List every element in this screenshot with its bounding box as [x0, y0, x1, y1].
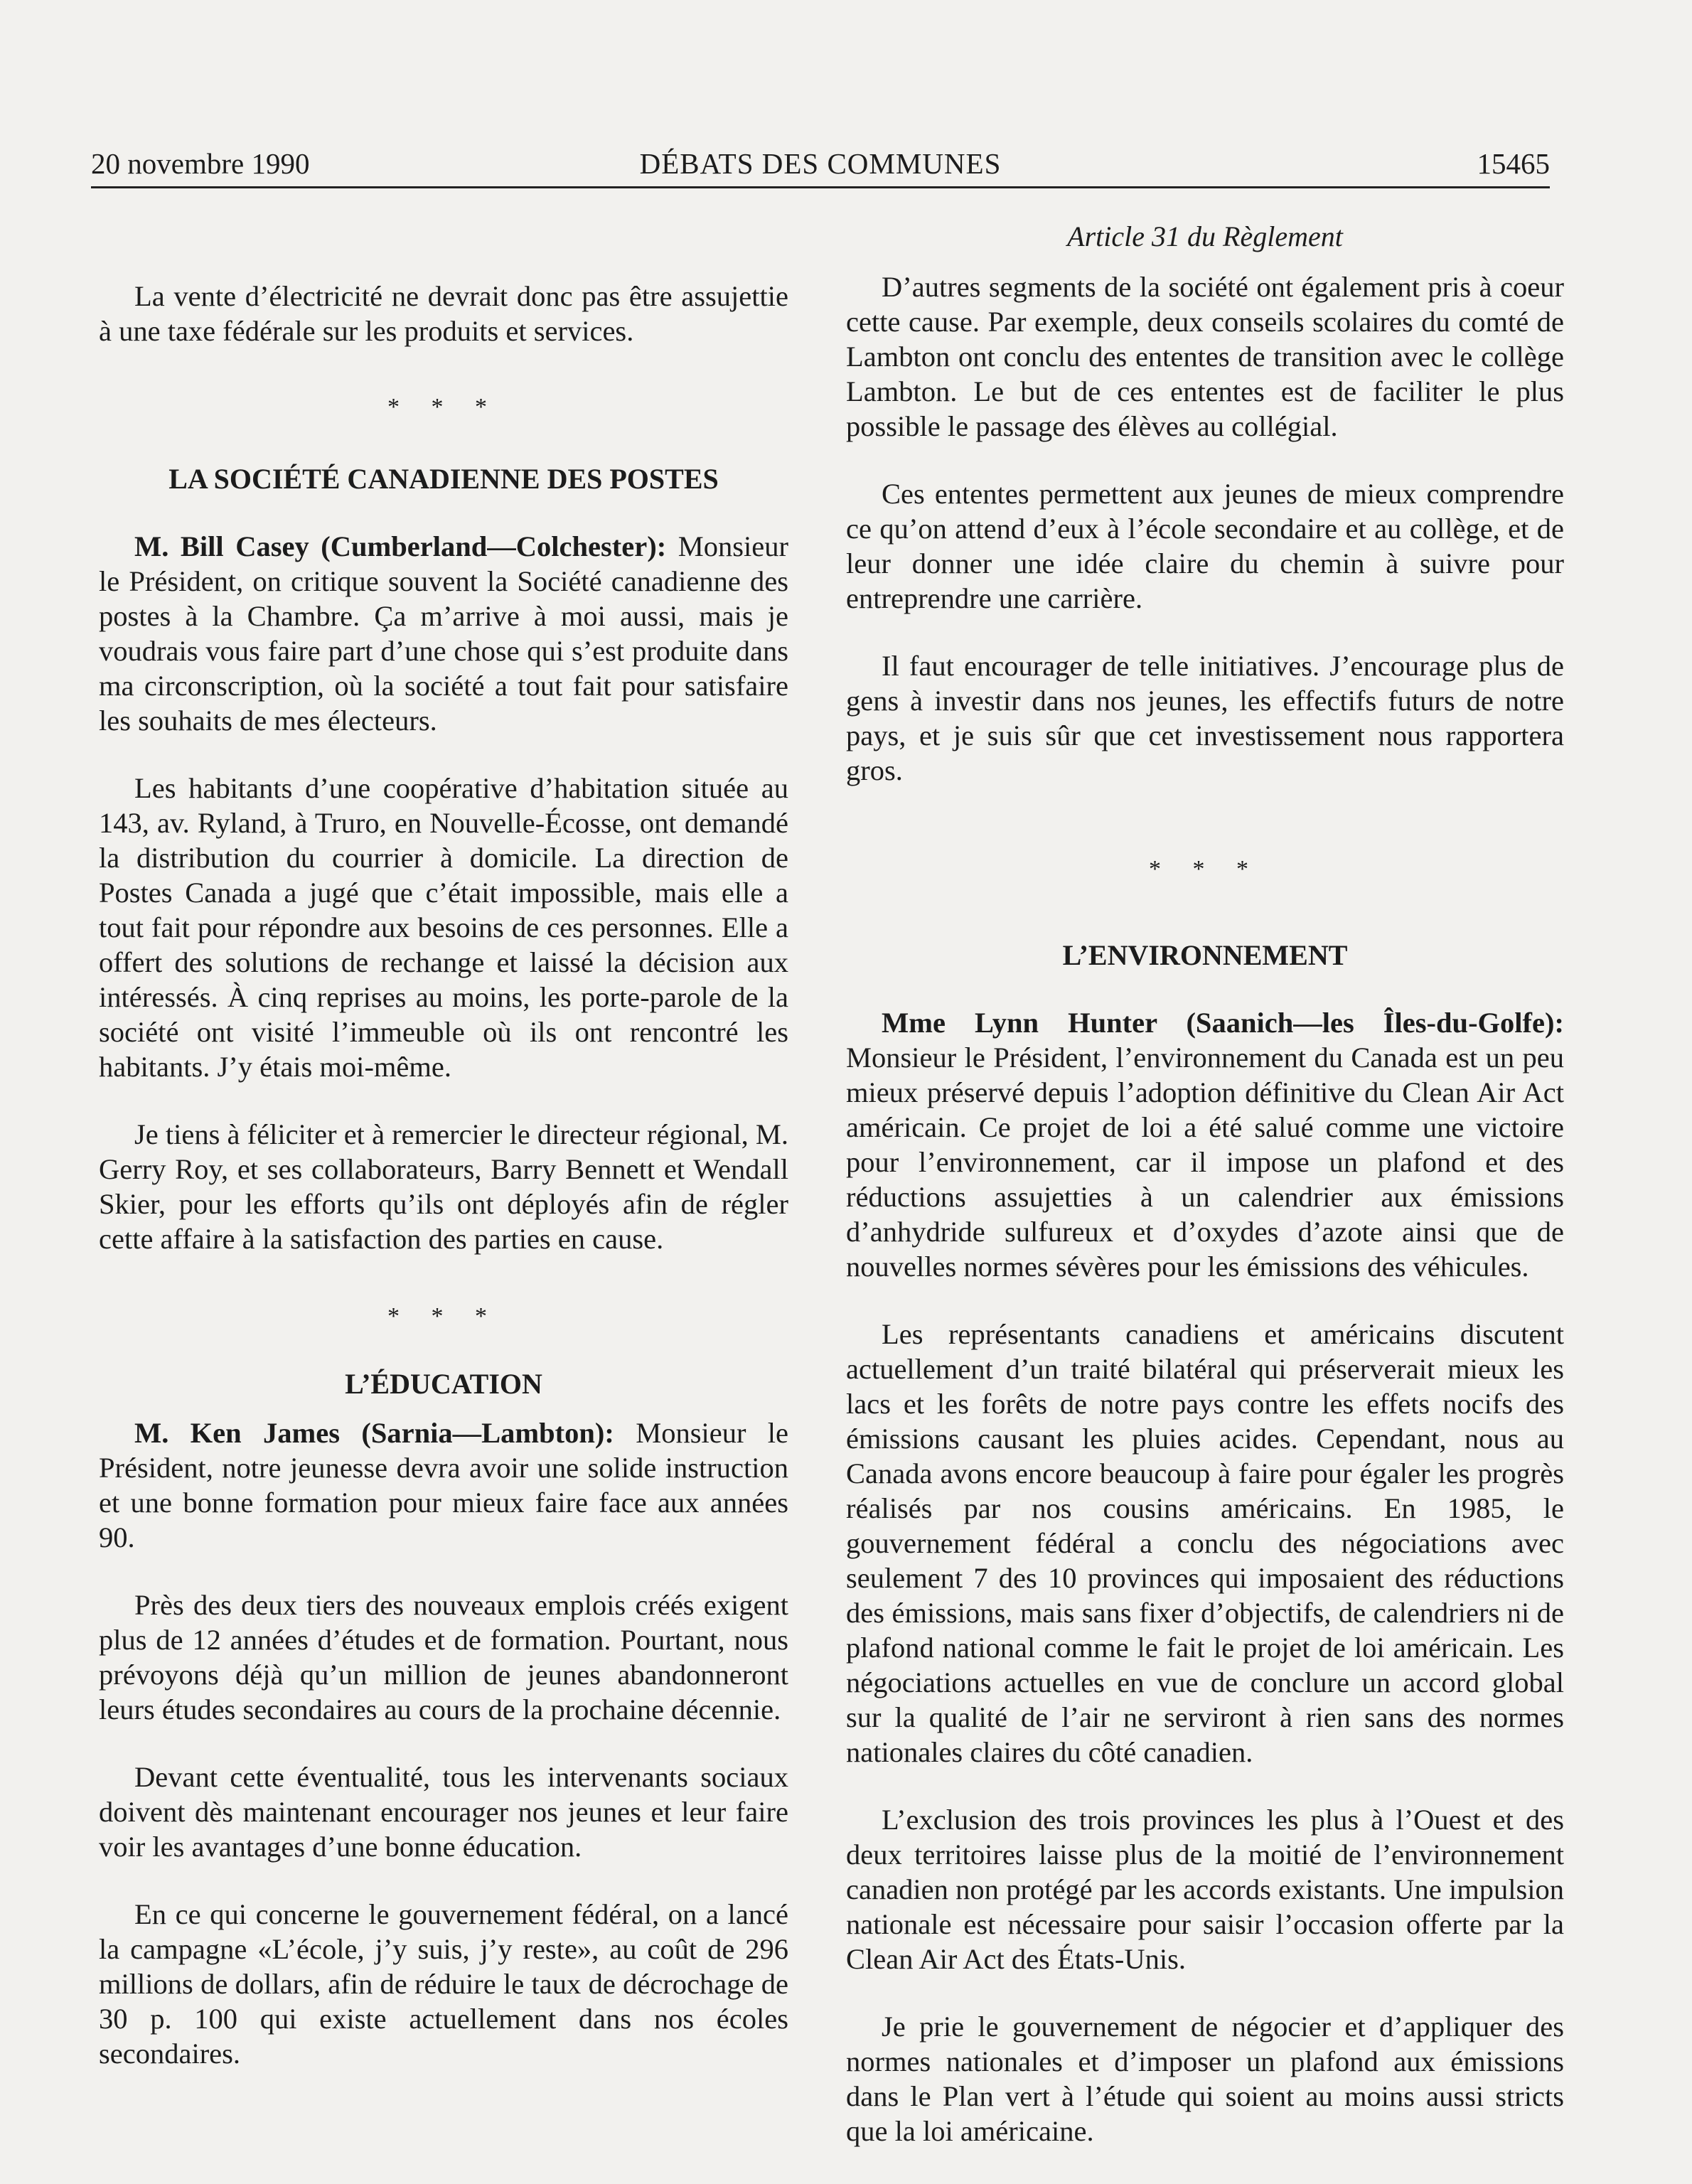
paragraph: Je tiens à féliciter et à remercier le directeur régional, M. Gerry Roy, et ses collaborateurs, Barry Bennett et Wendall Skier, pour les efforts qu’ils ont déployés afin de régler cette affaire à la satisfaction des parties en cause.: [99, 1118, 788, 1255]
paragraph: La vente d’électricité ne devrait donc pas être assujettie à une taxe fédérale sur les produits et services.: [99, 280, 788, 347]
section-separator: * * *: [387, 1303, 500, 1329]
left-column: [99, 279, 788, 2071]
paragraph: Ces ententes permettent aux jeunes de mieux comprendre ce qu’on attend d’eux à l’école secondaire et au collège, et de leur donner une idée claire du chemin à suivre pour entreprendre une carrière.: [846, 478, 1564, 614]
paragraph: Les représentants canadiens et américains discutent actuellement d’un traité bilatéral qui préserverait mieux les lacs et les forêts de notre pays contre les effets nocifs des émissions causant les pluies acides. Cependant, nous au Canada avons encore beaucoup à faire pour égaler les progrès réalisés par nos cousins américains. En 1985, le gouvernement fédéral a conclu des négociations avec seulement 7 des 10 provinces qui imposaient des réductions des émissions, mais sans fixer d’objectifs, de calendriers ni de plafond national comme le fait le projet de loi américain. Les négociations actuelles en vue de conclure un accord global sur la qualité de l’air ne serviront à rien sans des normes nationales claires du côté canadien.: [846, 1318, 1564, 1768]
header-title: DÉBATS DES COMMUNES: [639, 147, 1002, 180]
speech-text: Monsieur le Président, on critique souvent la Société canadienne des postes à la Chambre. Ça m’arrive à moi aussi, mais je voudrais vous faire part d’une chose qui s’est produite dans ma circonscription, où la société a tout fait pour satisfaire les souhaits de mes électeurs.: [99, 530, 789, 737]
paragraph: Près des deux tiers des nouveaux emplois créés exigent plus de 12 années d’études et de formation. Pourtant, nous prévoyons déjà qu’un million de jeunes abandonneront leurs études secondaires au cours de la prochaine décennie.: [99, 1589, 788, 1725]
section-heading-environnement: L’ENVIRONNEMENT: [1062, 939, 1348, 971]
speaker-name: M. Ken James (Sarnia—Lambton):: [134, 1417, 614, 1449]
paragraph: Je prie le gouvernement de négocier et d’appliquer des normes nationales et d’imposer un plafond aux émissions dans le Plan vert à l’étude qui soient au moins aussi stricts que la loi américaine.: [846, 2011, 1564, 2147]
speaker-name: M. Bill Casey (Cumberland—Colchester):: [134, 530, 667, 562]
header-rule: [91, 186, 1550, 188]
article-title: Article 31 du Règlement: [1067, 220, 1343, 252]
paragraph: Il faut encourager de telle initiatives. J’encourage plus de gens à investir dans nos jeunes, les effectifs futurs de notre pays, et je suis sûr que cet investissement nous rapportera gros.: [846, 650, 1564, 786]
paragraph: En ce qui concerne le gouvernement fédéral, on a lancé la campagne «L’école, j’y suis, j’y reste», au coût de 296 millions de dollars, afin de réduire le taux de décrochage de 30 p. 100 qui existe actuellement dans nos écoles secondaires.: [99, 1898, 788, 2070]
speech-paragraph: [846, 1005, 1564, 1284]
header-date: 20 novembre 1990: [91, 147, 310, 180]
section-heading-education: L’ÉDUCATION: [345, 1368, 542, 1400]
paragraph: L’exclusion des trois provinces les plus à l’Ouest et des deux territoires laisse plus de la moitié de l’environnement canadien non protégé par les accords existants. Une impulsion nationale est nécessaire pour saisir l’occasion offerte par la Clean Air Act des États-Unis.: [846, 1804, 1564, 1975]
speech-text: Monsieur le Président, notre jeunesse devra avoir une solide instruction et une bonne formation pour mieux faire face aux années 90.: [99, 1417, 789, 1553]
header-page-number: 15465: [1477, 147, 1550, 180]
page-header: [91, 144, 1550, 183]
paragraph: D’autres segments de la société ont également pris à coeur cette cause. Par exemple, deux conseils scolaires du comté de Lambton ont conclu des ententes de transition avec le collège Lambton. Le but de ces ententes est de faciliter le plus possible le passage des élèves au collégial.: [846, 271, 1564, 442]
speech-paragraph: [99, 1415, 788, 1555]
section-separator: * * *: [387, 394, 500, 420]
speaker-name: Mme Lynn Hunter (Saanich—les Îles-du-Golfe):: [882, 1007, 1564, 1039]
speech-text: Monsieur le Président, l’environnement du Canada est un peu mieux préservé depuis l’adoption définitive du Clean Air Act américain. Ce projet de loi a été salué comme une victoire pour l’environnement, car il impose un plafond et des réductions assujetties à un calendrier aux émissions d’anhydride sulfureux et d’oxydes d’azote ainsi que de nouvelles normes sévères pour les émissions des véhicules.: [846, 1042, 1564, 1283]
section-heading-postes: LA SOCIÉTÉ CANADIENNE DES POSTES: [168, 463, 719, 495]
right-column: [846, 219, 1564, 2148]
speech-paragraph: [99, 529, 788, 738]
section-separator: * * *: [1149, 856, 1261, 882]
paragraph: Les habitants d’une coopérative d’habitation située au 143, av. Ryland, à Truro, en Nouvelle-Écosse, ont demandé la distribution du courrier à domicile. La direction de Postes Canada a jugé que c’était impossible, mais elle a tout fait pour répondre aux besoins de ces personnes. Elle a offert des solutions de rechange et laissé la décision aux intéressés. À cinq reprises au moins, les porte-parole de la société ont visité l’immeuble où ils ont rencontré les habitants. J’y étais moi-même.: [99, 772, 788, 1083]
paragraph: Devant cette éventualité, tous les intervenants sociaux doivent dès maintenant encourager nos jeunes et leur faire voir les avantages d’une bonne éducation.: [99, 1761, 788, 1863]
